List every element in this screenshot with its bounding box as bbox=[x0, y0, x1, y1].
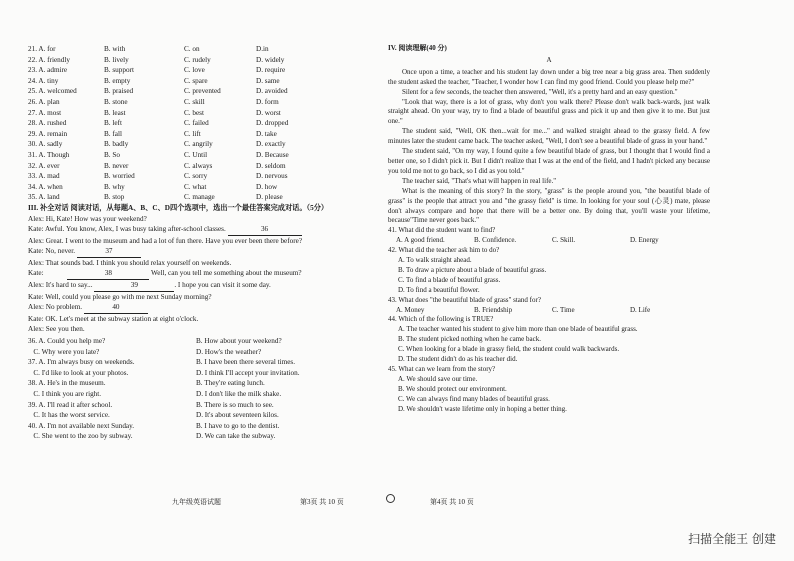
dialogue-line: Alex: That sounds bad. I think you should relax yourself on weekends. bbox=[28, 258, 232, 267]
option-choice: D. worst bbox=[256, 108, 281, 117]
option-row bbox=[28, 55, 378, 66]
section-3-title: III. 补全对话 阅读对话，从每题A、B、C、D四个选项中，选出一个最佳答案完成对话。（5分） bbox=[28, 203, 329, 212]
option-choice: D. form bbox=[256, 97, 279, 106]
passage-paragraph: Silent for a few seconds, the teacher then answered, "Well, it's a pretty hard and an easy question." bbox=[402, 87, 678, 96]
answer-option: D. It's about seventeen kilos. bbox=[196, 411, 279, 420]
question-option: B. Friendship bbox=[474, 305, 513, 314]
option-choice: C. love bbox=[184, 66, 205, 75]
option-choice: B. So bbox=[104, 150, 120, 159]
option-choice: B. least bbox=[104, 108, 126, 117]
option-choice: 35. A. land bbox=[28, 193, 60, 202]
blank-40: 40 bbox=[84, 302, 148, 314]
option-choice: C. skill bbox=[184, 97, 205, 106]
question-option: B. Confidence. bbox=[474, 236, 517, 245]
option-choice: D. take bbox=[256, 129, 277, 138]
option-row bbox=[28, 139, 378, 150]
question-option: D. Life bbox=[630, 305, 651, 314]
option-choice: 24. A. tiny bbox=[28, 76, 59, 85]
dialogue-line: Alex: See you then. bbox=[28, 325, 85, 334]
option-choice: B. empty bbox=[104, 76, 131, 85]
question-option: D. We shouldn't waste lifetime only in hoping a better thing. bbox=[398, 404, 567, 413]
option-row bbox=[28, 44, 378, 55]
option-choice: 29. A. remain bbox=[28, 129, 68, 138]
option-choice: 30. A. sadly bbox=[28, 140, 63, 149]
option-choice: D. nervous bbox=[256, 172, 288, 181]
passage-paragraph: The student said, "Well, OK then...wait for me..." and walked straight ahead to the grassy field. A few minutes later the student came back. The teacher asked, "Well, I don't see a beautiful blade of grass in your hand." bbox=[388, 127, 710, 146]
answer-option: C. I'd like to look at your photos. bbox=[28, 368, 129, 377]
option-choice: C. on bbox=[184, 45, 200, 53]
question-option: C. To find a blade of beautiful grass. bbox=[398, 275, 501, 284]
blank-38: 38 bbox=[67, 268, 149, 280]
dialogue-line: Kate: Well, could you please go with me next Sunday morning? bbox=[28, 292, 212, 301]
dialogue-line: Alex: No problem. 40 bbox=[28, 302, 378, 314]
footer-page-4: 第4页 共 10 页 bbox=[430, 498, 474, 506]
question-option: C. We can always find many blades of beautiful grass. bbox=[398, 394, 550, 403]
answer-option: B. I have been there several times. bbox=[196, 358, 295, 367]
reading-questions bbox=[388, 226, 710, 414]
passage-paragraph: The student said, "On my way, I found quite a few beautiful blade of grass, but I thought that I would find a better one, so I didn't pick it. But I didn't realize that I was at the end of the field, and I hadn't picked any because you told me not to go back, so I did as you told." bbox=[388, 147, 710, 175]
answer-option-row bbox=[28, 400, 378, 411]
option-choice: D. require bbox=[256, 66, 286, 75]
option-row bbox=[28, 118, 378, 129]
section-4-title: IV. 阅读理解(40 分) bbox=[388, 44, 447, 52]
answer-option: D. I think I'll accept your invitation. bbox=[196, 368, 300, 377]
answer-option: B. I have to go to the dentist. bbox=[196, 421, 280, 430]
answer-option: 36. A. Could you help me? bbox=[28, 337, 106, 346]
answer-option-row bbox=[28, 410, 378, 421]
answer-option: D. I don't like the milk shake. bbox=[196, 390, 282, 398]
option-row bbox=[28, 97, 378, 108]
option-choice: C. sorry bbox=[184, 172, 208, 181]
option-row bbox=[28, 86, 378, 97]
option-row bbox=[28, 161, 378, 172]
left-column bbox=[28, 44, 378, 442]
dialogue-line: Alex: Hi, Kate! How was your weekend? bbox=[28, 214, 147, 223]
answer-option: 39. A. I'll read it after school. bbox=[28, 400, 113, 409]
answer-option: C. Why were you late? bbox=[28, 347, 100, 356]
option-choice: D. Because bbox=[256, 150, 289, 159]
option-choice: 31. A. Though bbox=[28, 150, 70, 159]
option-choice: C. spare bbox=[184, 76, 208, 85]
answer-option-row bbox=[28, 368, 378, 379]
footer-exam-name: 九年级英语试题 bbox=[172, 498, 221, 506]
answer-option: C. I think you are right. bbox=[28, 390, 102, 398]
option-choice: 33. A. mad bbox=[28, 172, 60, 181]
option-row bbox=[28, 76, 378, 87]
option-choice: C. manage bbox=[184, 193, 215, 202]
option-choice: C. what bbox=[184, 182, 207, 191]
option-choice: 32. A. ever bbox=[28, 161, 60, 170]
footer-page-3: 第3页 共 10 页 bbox=[300, 498, 344, 506]
answer-option: 40. A. I'm not available next Sunday. bbox=[28, 421, 135, 430]
option-choice: D. widely bbox=[256, 55, 285, 64]
question-option: A. Money bbox=[396, 305, 425, 314]
option-choice: D. avoided bbox=[256, 87, 288, 96]
scanner-watermark: 扫描全能王 创建 bbox=[688, 532, 776, 546]
option-choice: C. best bbox=[184, 108, 204, 117]
binding-hole-icon bbox=[386, 494, 395, 503]
question-option: D. To find a beautiful flower. bbox=[398, 285, 480, 294]
answer-option-row bbox=[28, 357, 378, 368]
answer-option-row bbox=[28, 347, 378, 358]
answer-option-row bbox=[28, 421, 378, 432]
question-stem: 41. What did the student want to find? bbox=[388, 226, 496, 235]
passage-label: A bbox=[546, 55, 552, 64]
question-option: D. The student didn't do as his teacher did. bbox=[398, 355, 518, 364]
answer-option: B. There is so much to see. bbox=[196, 400, 274, 409]
answer-option-row bbox=[28, 336, 378, 347]
option-choice: B. why bbox=[104, 182, 125, 191]
option-choice: B. fall bbox=[104, 129, 122, 138]
answer-option-row bbox=[28, 378, 378, 389]
cloze-options bbox=[28, 44, 378, 203]
passage-paragraph: The teacher said, "That's what will happen in real life." bbox=[402, 176, 557, 185]
question-option: A. The teacher wanted his student to give him more than one blade of beautiful grass. bbox=[398, 325, 638, 334]
answer-option-row bbox=[28, 431, 378, 442]
question-option: B. We should protect our environment. bbox=[398, 384, 507, 393]
blank-36: 36 bbox=[228, 224, 302, 236]
question-options bbox=[388, 306, 710, 316]
question-option: A. A good friend. bbox=[396, 236, 445, 245]
option-choice: 23. A. admire bbox=[28, 66, 68, 75]
option-choice: B. support bbox=[104, 66, 134, 75]
option-choice: C. lift bbox=[184, 129, 201, 138]
dialogue-line: Kate: No, never. 37 bbox=[28, 246, 378, 258]
option-choice: 22. A. friendly bbox=[28, 55, 70, 64]
dialogue-line: Kate: OK. Let's meet at the subway station at eight o'clock. bbox=[28, 314, 199, 323]
option-choice: B. lively bbox=[104, 55, 129, 64]
option-choice: B. stop bbox=[104, 193, 125, 202]
option-choice: B. praised bbox=[104, 87, 134, 96]
reading-passage bbox=[388, 68, 710, 227]
option-choice: B. worried bbox=[104, 172, 135, 181]
question-options bbox=[388, 236, 710, 246]
option-choice: B. badly bbox=[104, 140, 129, 149]
dialogue-line: Alex: Great. I went to the museum and had a lot of fun there. Have you ever been there before? bbox=[28, 236, 303, 245]
question-option: A. We should save our time. bbox=[398, 374, 478, 383]
option-choice: D. please bbox=[256, 193, 283, 202]
option-row bbox=[28, 182, 378, 193]
question-stem: 45. What can we learn from the story? bbox=[388, 365, 496, 373]
dialogue-line: Kate: Awful. You know, Alex, I was busy taking after-school classes. 36 bbox=[28, 224, 378, 236]
answer-option: D. How's the weather? bbox=[196, 347, 262, 356]
option-choice: 27. A. most bbox=[28, 108, 62, 117]
option-choice: C. always bbox=[184, 161, 213, 170]
option-choice: D.in bbox=[256, 45, 269, 53]
option-choice: D. how bbox=[256, 182, 278, 191]
option-choice: D. same bbox=[256, 76, 280, 85]
answer-option: C. It has the worst service. bbox=[28, 411, 110, 420]
blank-39: 39 bbox=[94, 280, 174, 292]
option-choice: 26. A. plan bbox=[28, 97, 60, 106]
question-option: C. When looking for a blade in grassy field, the student could walk backwards. bbox=[398, 345, 620, 354]
answer-option: B. They're eating lunch. bbox=[196, 379, 265, 388]
answer-option: C. She went to the zoo by subway. bbox=[28, 432, 133, 441]
question-option: B. To draw a picture about a blade of beautiful grass. bbox=[398, 265, 547, 274]
passage-paragraph: What is the meaning of this story? In the story, "grass" is the people around you, "the beautiful blade of grass" is the people that attract you and "the grassy field" is time. In looking for your soul (心灵) mate, please don't always compare and hope that there will be a better one. By doing that, you'll waste your lifetime, because"Time never goes back." bbox=[388, 186, 710, 225]
option-choice: B. with bbox=[104, 45, 126, 53]
question-stem: 42. What did the teacher ask him to do? bbox=[388, 246, 500, 255]
question-option: C. Skill. bbox=[552, 236, 576, 245]
question-stem: 43. What does "the beautiful blade of grass" stand for? bbox=[388, 295, 541, 304]
option-row bbox=[28, 192, 378, 203]
passage-paragraph: Once upon a time, a teacher and his student lay down under a big tree near a big grass area. Then suddenly the student asked the teacher, "Teacher, I wonder how I can find my good friend. Could you please help me?" bbox=[388, 67, 710, 86]
answer-option: 38. A. He's in the museum. bbox=[28, 379, 106, 388]
question-option: C. Time bbox=[552, 305, 575, 314]
option-row bbox=[28, 65, 378, 76]
answer-option: B. How about your weekend? bbox=[196, 337, 282, 346]
option-choice: B. stone bbox=[104, 97, 128, 106]
question-option: A. To walk straight ahead. bbox=[398, 256, 472, 265]
option-choice: 34. A. when bbox=[28, 182, 63, 191]
option-choice: 21. A. for bbox=[28, 45, 56, 53]
question-option: B. The student picked nothing when he came back. bbox=[398, 335, 541, 344]
option-choice: C. failed bbox=[184, 119, 209, 128]
question-option: D. Energy bbox=[630, 236, 659, 245]
option-row bbox=[28, 108, 378, 119]
answer-option: D. We can take the subway. bbox=[196, 432, 276, 441]
option-choice: C. rudely bbox=[184, 55, 211, 64]
option-choice: 28. A. rushed bbox=[28, 119, 67, 128]
answer-option-row bbox=[28, 389, 378, 400]
option-choice: B. never bbox=[104, 161, 129, 170]
option-choice: C. prevented bbox=[184, 87, 221, 96]
dialogue bbox=[28, 214, 378, 336]
dialogue-answer-options bbox=[28, 336, 378, 442]
option-row bbox=[28, 171, 378, 182]
option-choice: C. angrily bbox=[184, 140, 213, 149]
dialogue-line: Kate: 38 Well, can you tell me something about the museum? bbox=[28, 268, 378, 280]
passage-paragraph: "Look that way, there is a lot of grass, why don't you walk there? Please don't walk back-wards, just walk straight ahead. On your way, try to find a blade of beautiful grass and pick it up and then give it to me. But just one." bbox=[388, 97, 710, 126]
option-row bbox=[28, 150, 378, 161]
option-choice: D. exactly bbox=[256, 140, 286, 149]
option-choice: B. left bbox=[104, 119, 122, 128]
dialogue-line: Alex: It's hard to say... 39 . I hope you can visit it some day. bbox=[28, 280, 378, 292]
option-choice: D. seldom bbox=[256, 161, 286, 170]
question-stem: 44. Which of the following is TRUE? bbox=[388, 315, 494, 324]
blank-37: 37 bbox=[77, 246, 141, 258]
option-row bbox=[28, 129, 378, 140]
option-choice: D. dropped bbox=[256, 119, 289, 128]
option-choice: 25. A. welcomed bbox=[28, 87, 77, 96]
answer-option: 37. A. I'm always busy on weekends. bbox=[28, 358, 135, 367]
right-column bbox=[388, 44, 710, 415]
option-choice: C. Until bbox=[184, 150, 208, 159]
